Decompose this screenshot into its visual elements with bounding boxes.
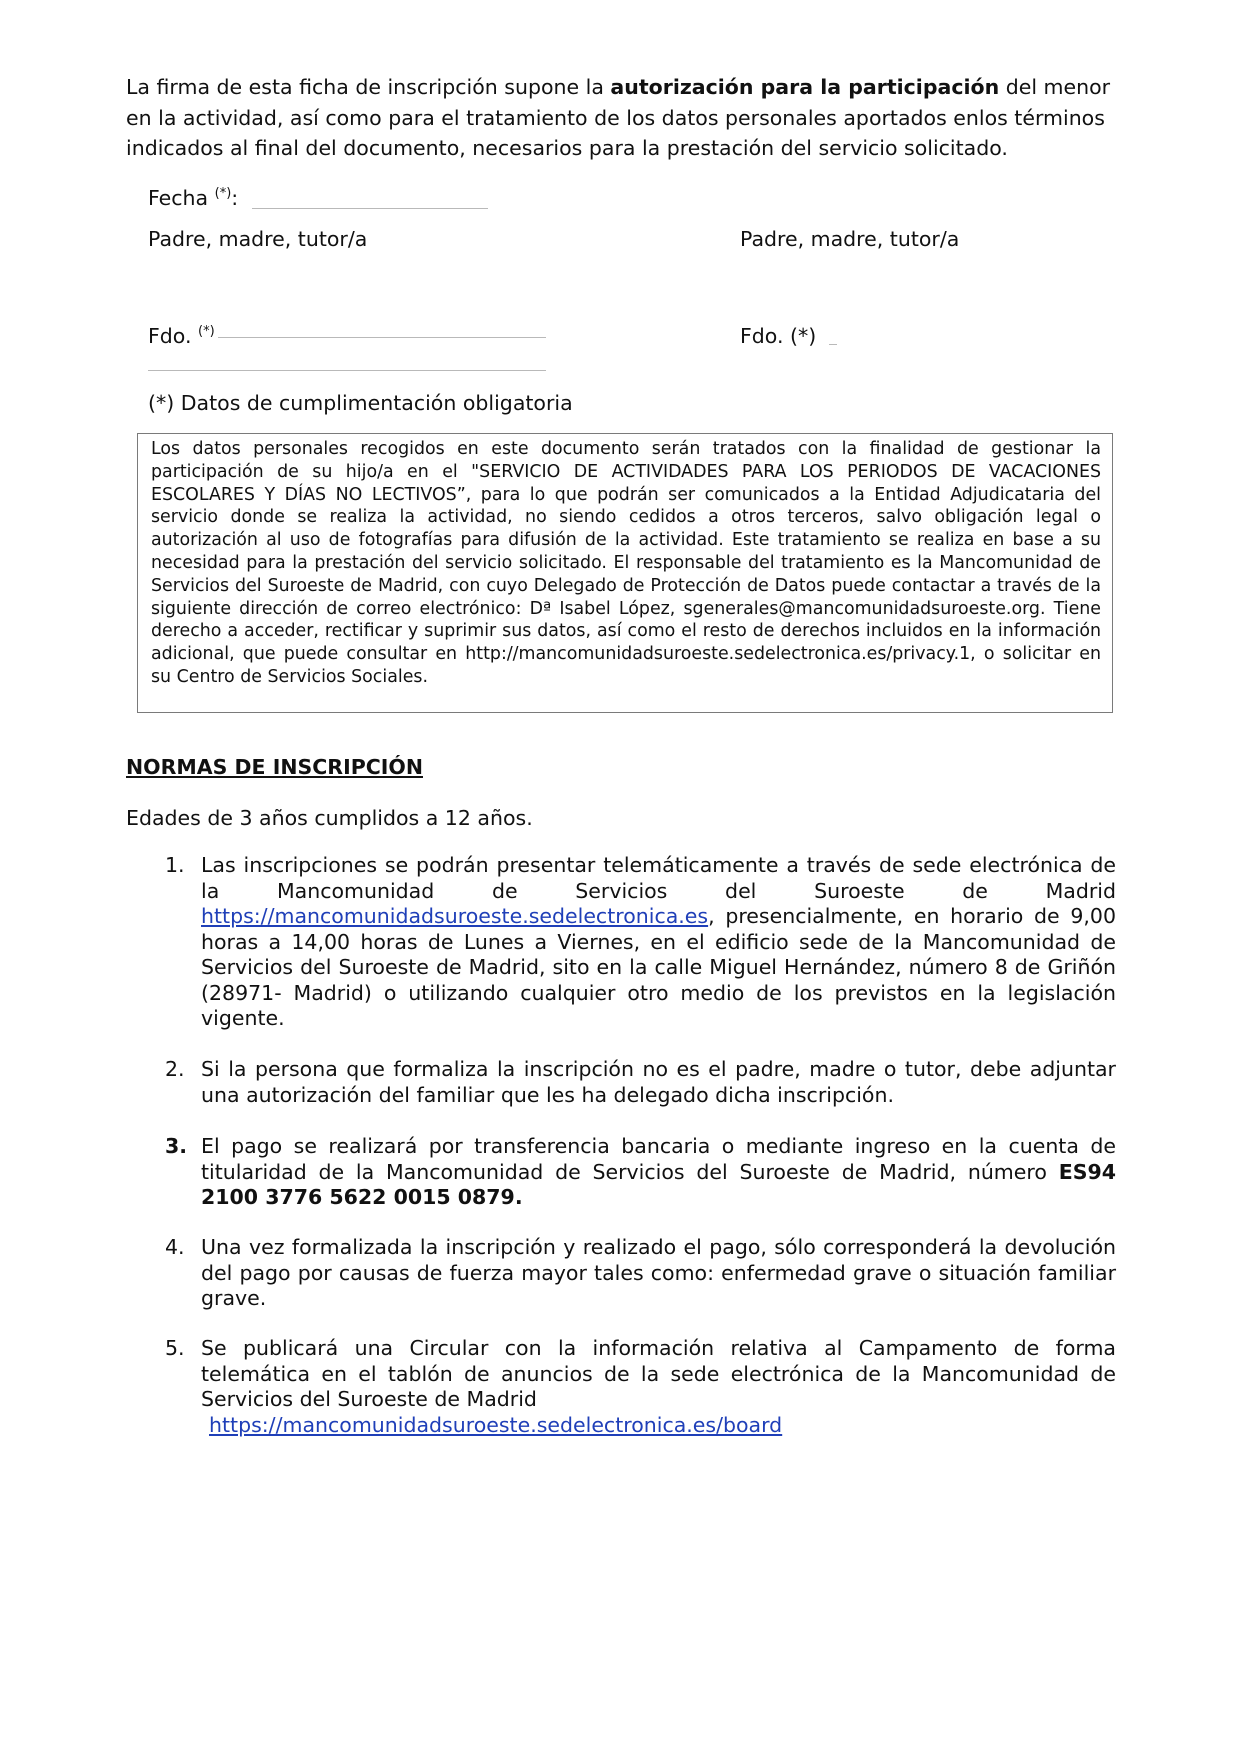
date-label: Fecha <box>148 186 209 210</box>
rule-number: 2. <box>165 1057 185 1081</box>
board-link-line <box>209 1412 782 1438</box>
signature-label-right <box>740 322 816 350</box>
signature-line-right[interactable] <box>829 344 837 345</box>
date-field-label <box>148 184 238 212</box>
privacy-notice-text: Los datos personales recogidos en este documento serán tratados con la finalidad de gestionar la participación de su hijo/a en el "SERVICIO DE ACTIVIDADES PARA LOS PERIODOS DE VACACIONES ESCOLARES Y DÍAS NO LECTIVOS”, para lo que podrán ser comunicados a la Entidad Adjudicataria del servicio donde se realiza la actividad, no siendo cedidos a otros terceros, salvo obligación legal o autorización al uso de fotografías para difusión de la actividad. Este tratamiento se realiza en base a su necesidad para la prestación del servicio solicitado. El responsable del tratamiento es la Mancomunidad de Servicios del Suroeste de Madrid, con cuyo Delegado de Protección de Datos puede contactar a través de la siguiente dirección de correo electrónico: Dª Isabel López, sgenerales@mancomunidadsuroeste.org. Tiene derecho a acceder, rectificar y suprimir sus datos, así como el resto de derechos incluidos en la información adicional, que puede consultar en http://mancomunidadsuroeste.sedelectronica.es/privacy.1, o solicitar en su Centro de Servicios Sociales. <box>151 439 1101 687</box>
privacy-notice-box <box>137 433 1113 713</box>
rule-item <box>165 1057 1116 1108</box>
rule-text-start: El pago se realizará por transferencia bancaria o mediante ingreso en la cuenta de titularidad de la Mancomunidad de Servicios del Suroeste de Madrid, número <box>201 1134 1116 1184</box>
consent-text-end: del menor en la actividad, así como para el tratamiento de los datos personales aportados enlos términos indicados al final del documento, necesarios para la prestación del servicio solicitado. <box>126 75 1111 160</box>
required-mark: (*) <box>214 186 232 202</box>
rule-item <box>165 1235 1116 1312</box>
age-range-text: Edades de 3 años cumplidos a 12 años. <box>126 806 533 830</box>
required-mark: (*) <box>198 324 215 340</box>
rules-heading: NORMAS DE INSCRIPCIÓN <box>126 755 423 779</box>
consent-paragraph <box>126 72 1116 164</box>
rule-number: 5. <box>165 1336 185 1360</box>
signature-line-left[interactable] <box>218 337 546 338</box>
fdo-label-right: Fdo. (*) <box>740 324 817 348</box>
rule-text: Se publicará una Circular con la información relativa al Campamento de forma telemática en el tablón de anuncios de la sede electrónica de la Mancomunidad de Servicios del Suroeste de Madrid <box>201 1336 1116 1411</box>
rule-item <box>165 1336 1116 1413</box>
rule-number: 3. <box>165 1134 188 1158</box>
rule-item <box>165 1134 1116 1211</box>
parent-label-left: Padre, madre, tutor/a <box>148 227 368 251</box>
rule-number: 4. <box>165 1235 185 1259</box>
required-fields-note: (*) Datos de cumplimentación obligatoria <box>148 391 573 415</box>
consent-text-start: La firma de esta ficha de inscripción supone la <box>126 75 611 99</box>
signature-label-left <box>148 322 215 350</box>
rule-text: Una vez formalizada la inscripción y realizado el pago, sólo corresponderá la devolución del pago por causas de fuerza mayor tales como: enfermedad grave o situación familiar grave. <box>201 1235 1116 1310</box>
rule-text-start: Las inscripciones se podrán presentar telemáticamente a través de sede electrónica de la Mancomunidad de Servicios del Suroeste de Madrid <box>201 853 1116 903</box>
board-link[interactable]: https://mancomunidadsuroeste.sedelectronica.es/board <box>209 1413 783 1437</box>
rule-text <box>201 1134 1116 1211</box>
fdo-label-left: Fdo. <box>148 324 192 348</box>
signature-line-left-second[interactable] <box>148 370 546 371</box>
rule-text: Si la persona que formaliza la inscripción no es el padre, madre o tutor, debe adjuntar una autorización del familiar que les ha delegado dicha inscripción. <box>201 1057 1116 1107</box>
rule-text-end: , presencialmente, en horario de 9,00 horas a 14,00 horas de Lunes a Viernes, en el edificio sede de la Mancomunidad de Servicios del Suroeste de Madrid, sito en la calle Miguel Hernández, número 8 de Griñón (28971- Madrid) o utilizando cualquier otro medio de los previstos en la legislación vigente. <box>201 904 1116 1030</box>
parent-label-right: Padre, madre, tutor/a <box>740 227 960 251</box>
bank-account-number: ES94 2100 3776 5622 0015 0879. <box>201 1159 1116 1209</box>
rule-text <box>201 853 1116 1032</box>
rule-number: 1. <box>165 853 185 877</box>
consent-bold-phrase: autorización para la participación <box>610 75 1000 99</box>
date-input-line[interactable] <box>252 208 488 209</box>
sede-electronica-link[interactable]: https://mancomunidadsuroeste.sedelectronica.es <box>201 904 709 928</box>
rule-item <box>165 853 1116 1032</box>
date-colon: : <box>231 186 239 210</box>
